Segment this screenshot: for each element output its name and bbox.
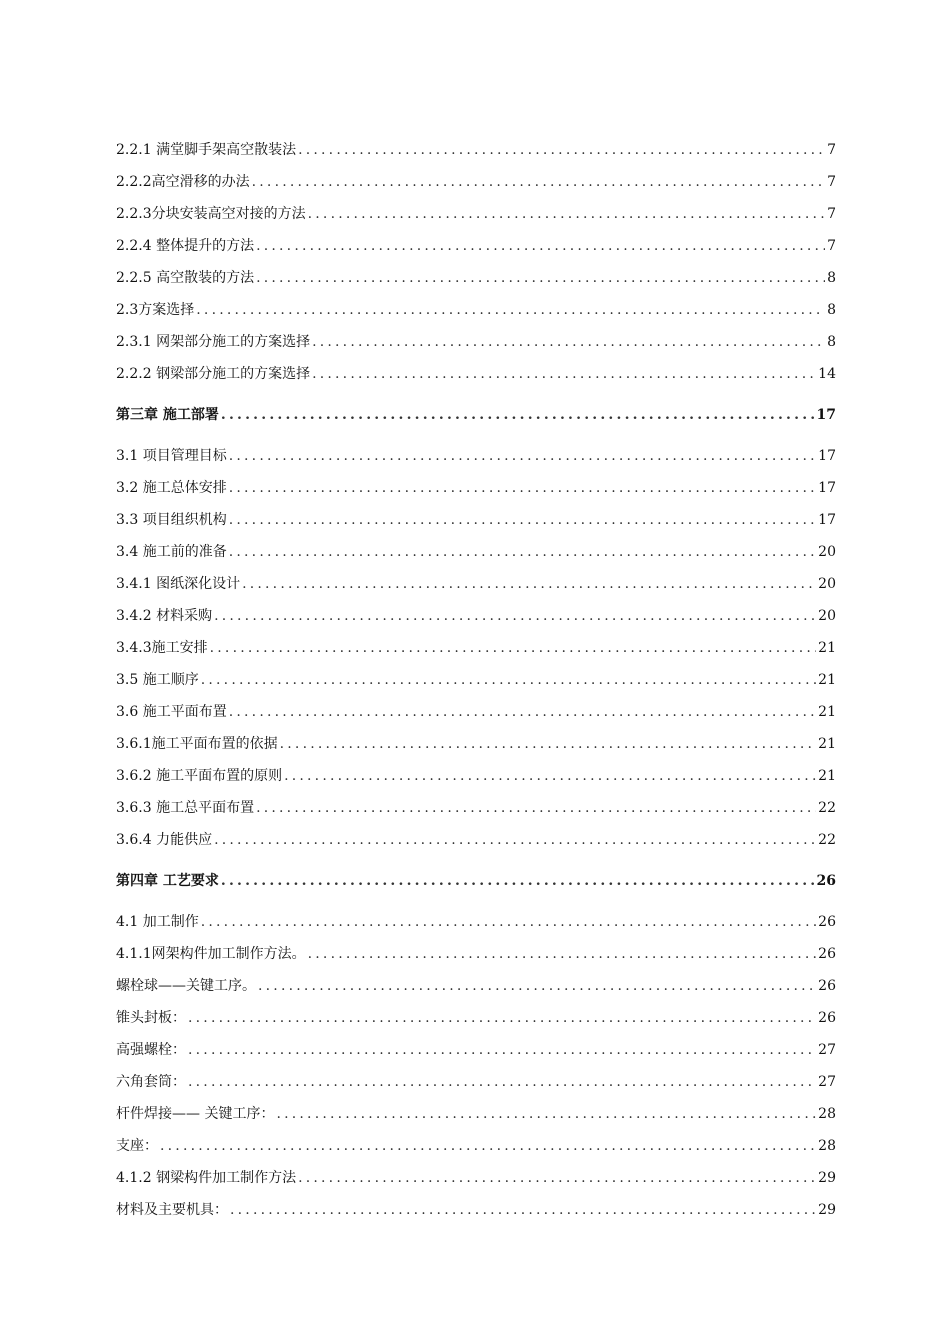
toc-entry-label: 2.2.1 满堂脚手架高空散装法 bbox=[116, 142, 297, 158]
toc-entry[interactable] bbox=[116, 140, 836, 160]
toc-entry[interactable] bbox=[116, 1040, 836, 1060]
toc-entry-page: 21 bbox=[818, 768, 836, 784]
toc-entry[interactable] bbox=[116, 1168, 836, 1188]
toc-leader-dots bbox=[201, 912, 816, 932]
toc-leader-dots bbox=[229, 510, 816, 530]
toc-leader-dots bbox=[196, 300, 825, 320]
toc-entry-label: 3.6.3 施工总平面布置 bbox=[116, 800, 255, 816]
toc-entry[interactable] bbox=[116, 766, 836, 786]
toc-entry-page: 8 bbox=[827, 302, 836, 318]
toc-leader-dots bbox=[280, 734, 817, 754]
toc-entry-page: 27 bbox=[818, 1042, 836, 1058]
toc-entry[interactable] bbox=[116, 944, 836, 964]
toc-entry[interactable] bbox=[116, 332, 836, 352]
toc-entry-label: 材料及主要机具： bbox=[116, 1202, 228, 1218]
toc-entry-page: 14 bbox=[818, 366, 836, 382]
toc-entry-label: 2.3方案选择 bbox=[116, 302, 195, 318]
toc-entry-page: 29 bbox=[818, 1202, 836, 1218]
toc-leader-dots bbox=[312, 332, 825, 352]
toc-leader-dots bbox=[298, 140, 825, 160]
toc-entry-label: 3.1 项目管理目标 bbox=[116, 448, 227, 464]
toc-leader-dots bbox=[258, 976, 816, 996]
toc-entry-label: 2.2.3分块安装高空对接的方法 bbox=[116, 206, 306, 222]
toc-entry-label: 3.4.3施工安排 bbox=[116, 640, 208, 656]
toc-leader-dots bbox=[201, 670, 816, 690]
toc-entry-page: 27 bbox=[818, 1074, 836, 1090]
toc-entry-label: 六角套筒： bbox=[116, 1074, 186, 1090]
toc-leader-dots bbox=[308, 204, 825, 224]
toc-chapter-entry[interactable] bbox=[116, 871, 836, 891]
toc-leader-dots bbox=[210, 638, 817, 658]
toc-leader-dots bbox=[188, 1008, 816, 1028]
toc-entry-label: 3.3 项目组织机构 bbox=[116, 512, 227, 528]
toc-entry-label: 2.2.2高空滑移的办法 bbox=[116, 174, 250, 190]
toc-entry[interactable] bbox=[116, 510, 836, 530]
toc-entry-label: 2.2.4 整体提升的方法 bbox=[116, 238, 255, 254]
toc-entry[interactable] bbox=[116, 478, 836, 498]
toc-leader-dots bbox=[230, 1200, 816, 1220]
toc-entry[interactable] bbox=[116, 670, 836, 690]
toc-leader-dots bbox=[214, 830, 816, 850]
toc-entry[interactable] bbox=[116, 1200, 836, 1220]
toc-leader-dots bbox=[229, 446, 816, 466]
toc-entry-page: 26 bbox=[818, 1010, 836, 1026]
toc-entry-label: 3.4.1 图纸深化设计 bbox=[116, 576, 241, 592]
toc-entry-page: 21 bbox=[818, 704, 836, 720]
toc-entry-label: 第四章 工艺要求 bbox=[116, 873, 219, 889]
toc-entry-label: 4.1.2 钢梁构件加工制作方法 bbox=[116, 1170, 297, 1186]
toc-leader-dots bbox=[276, 1104, 816, 1124]
toc-entry-page: 17 bbox=[818, 512, 836, 528]
toc-entry-page: 7 bbox=[827, 142, 836, 158]
toc-leader-dots bbox=[188, 1072, 816, 1092]
toc-entry-label: 高强螺栓： bbox=[116, 1042, 186, 1058]
toc-entry-label: 3.6 施工平面布置 bbox=[116, 704, 227, 720]
toc-entry-page: 26 bbox=[818, 914, 836, 930]
toc-entry-label: 3.6.4 力能供应 bbox=[116, 832, 213, 848]
toc-entry[interactable] bbox=[116, 364, 836, 384]
toc-entry-page: 17 bbox=[816, 407, 836, 423]
toc-leader-dots bbox=[221, 405, 815, 425]
toc-entry[interactable] bbox=[116, 1136, 836, 1156]
toc-entry-label: 支座： bbox=[116, 1138, 158, 1154]
toc-entry-page: 7 bbox=[827, 174, 836, 190]
toc-leader-dots bbox=[252, 172, 825, 192]
toc-entry[interactable] bbox=[116, 798, 836, 818]
toc-leader-dots bbox=[284, 766, 816, 786]
toc-entry[interactable] bbox=[116, 1072, 836, 1092]
toc-entry[interactable] bbox=[116, 830, 836, 850]
toc-leader-dots bbox=[256, 798, 816, 818]
toc-entry-page: 7 bbox=[827, 238, 836, 254]
toc-entry[interactable] bbox=[116, 204, 836, 224]
toc-entry-page: 21 bbox=[818, 736, 836, 752]
toc-entry-page: 22 bbox=[818, 800, 836, 816]
toc-entry-label: 3.4 施工前的准备 bbox=[116, 544, 227, 560]
toc-entry-label: 3.6.1施工平面布置的依据 bbox=[116, 736, 278, 752]
toc-entry[interactable] bbox=[116, 236, 836, 256]
toc-leader-dots bbox=[229, 478, 816, 498]
toc-entry-page: 8 bbox=[827, 270, 836, 286]
toc-entry[interactable] bbox=[116, 172, 836, 192]
toc-entry-page: 26 bbox=[818, 978, 836, 994]
toc-entry-page: 29 bbox=[818, 1170, 836, 1186]
toc-leader-dots bbox=[221, 871, 815, 891]
toc-entry-page: 28 bbox=[818, 1138, 836, 1154]
toc-entry[interactable] bbox=[116, 912, 836, 932]
toc-entry-page: 7 bbox=[827, 206, 836, 222]
toc-entry-label: 3.5 施工顺序 bbox=[116, 672, 199, 688]
toc-entry[interactable] bbox=[116, 268, 836, 288]
toc-entry-label: 第三章 施工部署 bbox=[116, 407, 219, 423]
toc-entry-page: 26 bbox=[818, 946, 836, 962]
toc-entry-label: 杆件焊接—— 关键工序： bbox=[116, 1106, 275, 1122]
toc-leader-dots bbox=[298, 1168, 816, 1188]
toc-entry[interactable] bbox=[116, 638, 836, 658]
toc-entry-page: 17 bbox=[818, 448, 836, 464]
toc-entry-page: 21 bbox=[818, 672, 836, 688]
toc-entry[interactable] bbox=[116, 702, 836, 722]
toc-entry-page: 21 bbox=[818, 640, 836, 656]
toc-leader-dots bbox=[256, 236, 825, 256]
toc-leader-dots bbox=[214, 606, 816, 626]
toc-leader-dots bbox=[160, 1136, 816, 1156]
toc-entry[interactable] bbox=[116, 734, 836, 754]
toc-entry-page: 20 bbox=[818, 544, 836, 560]
toc-entry-label: 2.3.1 网架部分施工的方案选择 bbox=[116, 334, 311, 350]
toc-entry[interactable] bbox=[116, 574, 836, 594]
toc-entry-page: 20 bbox=[818, 608, 836, 624]
toc-entry-page: 8 bbox=[827, 334, 836, 350]
toc-entry-label: 螺栓球——关键工序。 bbox=[116, 978, 256, 994]
toc-entry-label: 3.4.2 材料采购 bbox=[116, 608, 213, 624]
toc-entry-label: 3.2 施工总体安排 bbox=[116, 480, 227, 496]
toc-leader-dots bbox=[308, 944, 817, 964]
toc-leader-dots bbox=[312, 364, 816, 384]
toc-leader-dots bbox=[229, 702, 816, 722]
toc-entry-page: 28 bbox=[818, 1106, 836, 1122]
toc-entry-label: 4.1 加工制作 bbox=[116, 914, 199, 930]
toc-leader-dots bbox=[256, 268, 825, 288]
toc-entry[interactable] bbox=[116, 300, 836, 320]
toc-leader-dots bbox=[229, 542, 816, 562]
toc-entry[interactable] bbox=[116, 606, 836, 626]
toc-entry-label: 4.1.1网架构件加工制作方法。 bbox=[116, 946, 306, 962]
toc-entry-label: 2.2.5 高空散装的方法 bbox=[116, 270, 255, 286]
toc-entry-label: 锥头封板： bbox=[116, 1010, 186, 1026]
toc-entry[interactable] bbox=[116, 542, 836, 562]
toc-entry-page: 26 bbox=[816, 873, 836, 889]
toc-chapter-entry[interactable] bbox=[116, 405, 836, 425]
toc-entry[interactable] bbox=[116, 976, 836, 996]
toc-leader-dots bbox=[242, 574, 816, 594]
toc-entry-page: 17 bbox=[818, 480, 836, 496]
toc-entry[interactable] bbox=[116, 1104, 836, 1124]
toc-entry-label: 3.6.2 施工平面布置的原则 bbox=[116, 768, 283, 784]
toc-entry[interactable] bbox=[116, 446, 836, 466]
toc-entry[interactable] bbox=[116, 1008, 836, 1028]
toc-entry-page: 22 bbox=[818, 832, 836, 848]
toc-leader-dots bbox=[188, 1040, 816, 1060]
toc-entry-label: 2.2.2 钢梁部分施工的方案选择 bbox=[116, 366, 311, 382]
toc-entry-page: 20 bbox=[818, 576, 836, 592]
